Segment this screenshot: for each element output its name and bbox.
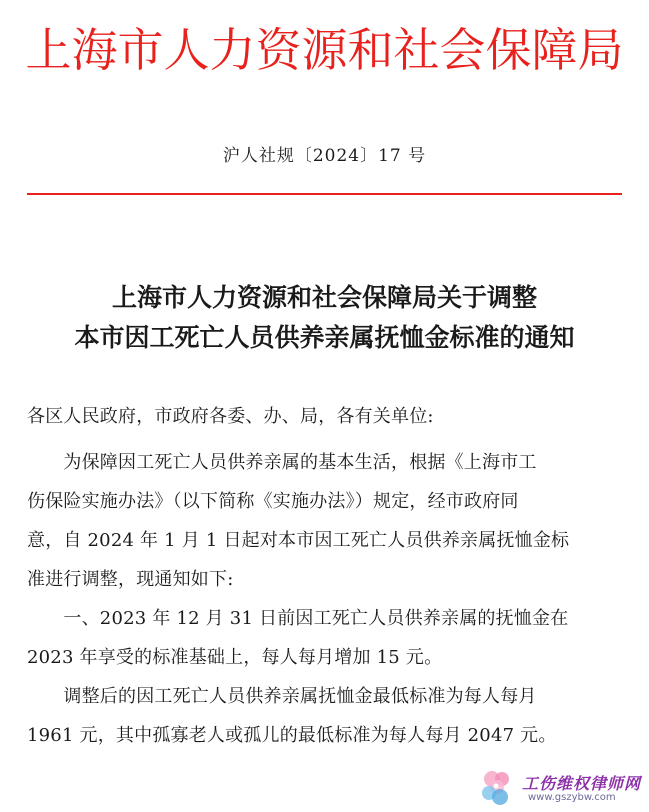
notice-title-line-2: 本市因工死亡人员供养亲属抚恤金标准的通知 bbox=[74, 323, 575, 352]
watermark-site-name: 工伤维权律师网 bbox=[522, 774, 642, 793]
body-line: 2023 年享受的标准基础上，每人每月增加 15 元。 bbox=[27, 647, 443, 668]
body-line: 为保障因工死亡人员供养亲属的基本生活，根据《上海市工 bbox=[27, 452, 537, 473]
body-line: 意，自 2024 年 1 月 1 日起对本市因工死亡人员供养亲属抚恤金标 bbox=[27, 530, 570, 551]
body-line: 一、2023 年 12 月 31 日前因工死亡人员供养亲属的抚恤金在 bbox=[27, 608, 569, 629]
document-number: 沪人社规〔2024〕17 号 bbox=[222, 146, 427, 166]
body-line: 1961 元，其中孤寡老人或孤儿的最低标准为每人每月 2047 元。 bbox=[27, 725, 557, 746]
watermark[interactable] bbox=[478, 767, 643, 809]
body-line: 各区人民政府，市政府各委、办、局，各有关单位: bbox=[27, 406, 434, 427]
body-line: 准进行调整，现通知如下: bbox=[27, 569, 234, 590]
body-line: 伤保险实施办法》（以下简称《实施办法》）规定，经市政府同 bbox=[27, 491, 519, 512]
watermark-url[interactable]: www.gszybw.com bbox=[528, 792, 616, 803]
body-line: 调整后的因工死亡人员供养亲属抚恤金最低标准为每人每月 bbox=[27, 686, 537, 707]
red-divider-line bbox=[27, 193, 622, 195]
flower-logo-icon bbox=[478, 767, 518, 809]
issuer-header: 上海市人力资源和社会保障局 bbox=[25, 23, 624, 77]
notice-title-line-1: 上海市人力资源和社会保障局关于调整 bbox=[111, 283, 537, 312]
